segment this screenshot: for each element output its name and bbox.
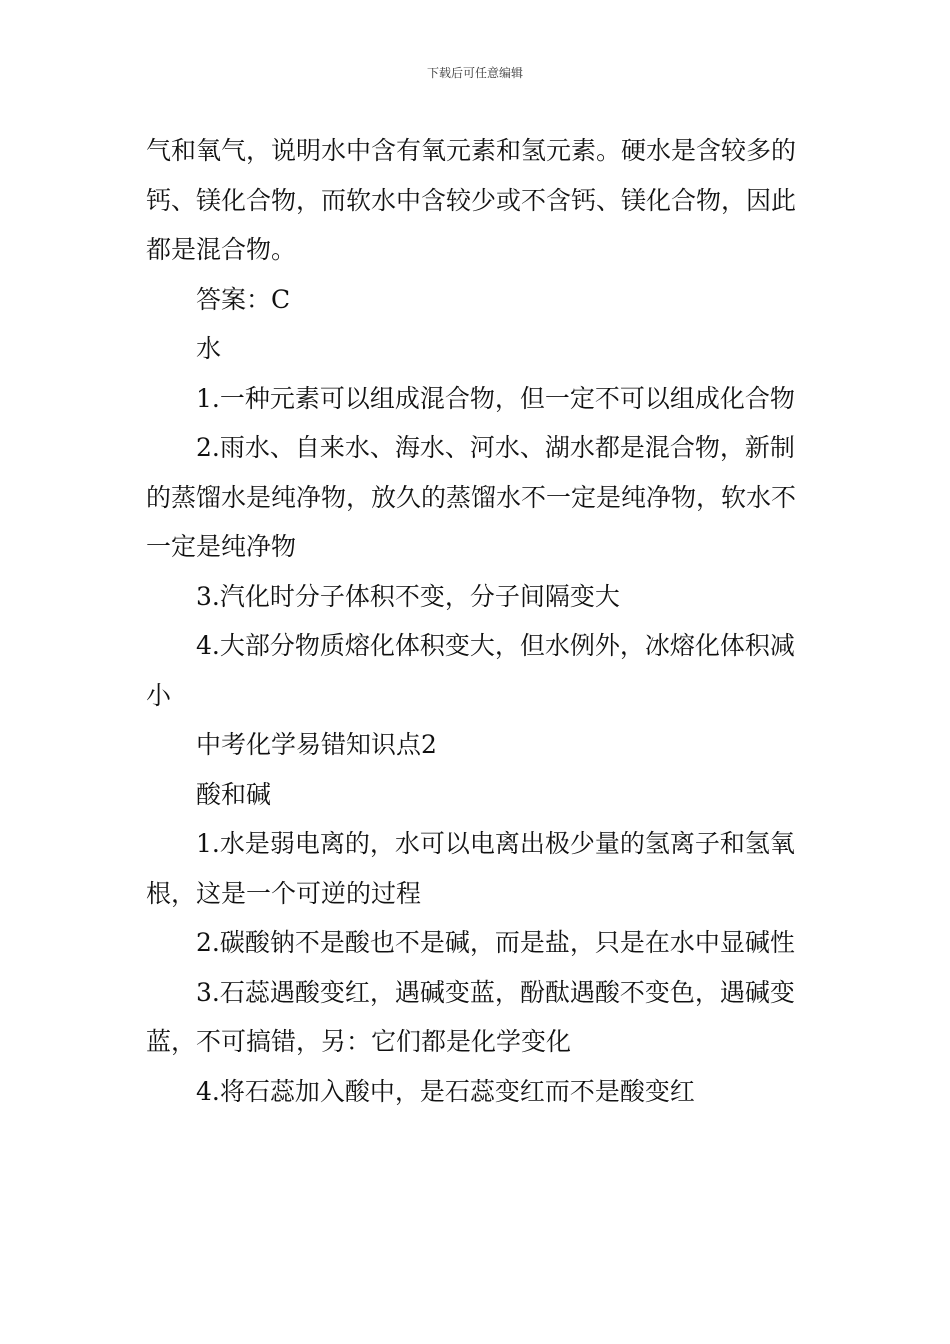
paragraph-intro: 气和氧气，说明水中含有氧元素和氢元素。硬水是含较多的钙、镁化合物，而软水中含较少或不含钙、镁化合物，因此都是混合物。 — [146, 136, 797, 264]
list-item: 1.水是弱电离的，水可以电离出极少量的氢离子和氢氧根，这是一个可逆的过程 — [146, 829, 795, 908]
header-note: 下载后可任意编辑 — [426, 66, 523, 80]
document-body — [146, 126, 810, 1116]
list-item: 2.碳酸钠不是酸也不是碱，而是盐，只是在水中显碱性 — [196, 928, 795, 957]
list-item: 2.雨水、自来水、海水、河水、湖水都是混合物，新制的蒸馏水是纯净物，放久的蒸馏水不一定是纯净物，软水不一定是纯净物 — [146, 433, 797, 561]
list-item: 3.汽化时分子体积不变，分子间隔变大 — [196, 581, 620, 611]
section-title: 中考化学易错知识点2 — [196, 730, 437, 759]
list-item: 4.大部分物质熔化体积变大，但水例外，冰熔化体积减小 — [146, 631, 795, 710]
answer-line: 答案：C — [196, 284, 291, 314]
section-heading-acid-base: 酸和碱 — [196, 779, 272, 809]
section-heading-water: 水 — [196, 334, 222, 363]
list-item: 1.一种元素可以组成混合物，但一定不可以组成化合物 — [196, 383, 795, 413]
list-item: 3.石蕊遇酸变红，遇碱变蓝，酚酞遇酸不变色，遇碱变蓝，不可搞错，另：它们都是化学变化 — [146, 977, 795, 1056]
list-item: 4.将石蕊加入酸中，是石蕊变红而不是酸变红 — [196, 1076, 695, 1106]
